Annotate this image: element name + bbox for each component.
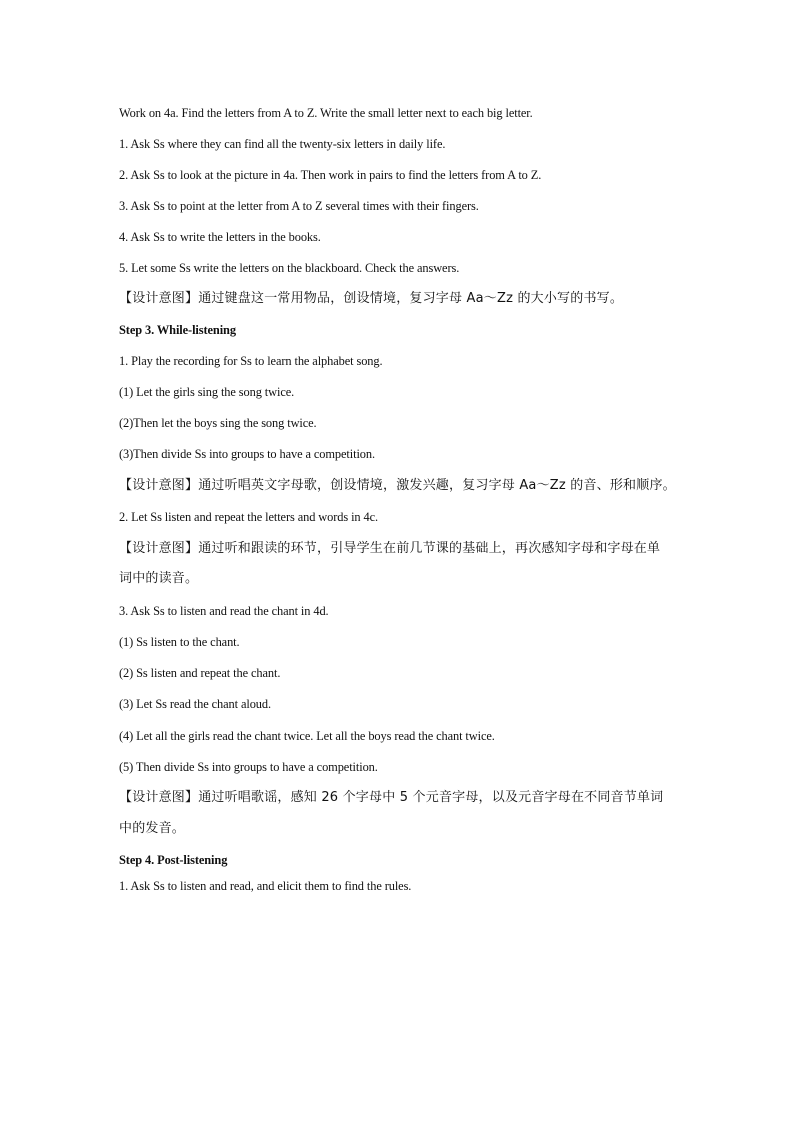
sub-list-item: (1) Let the girls sing the song twice. [119,385,295,399]
instruction-line: Work on 4a. Find the letters from A to Z. Write the small letter next to each big letter. [119,106,533,120]
design-intent-continuation: 词中的读音。 [119,571,199,586]
list-item: 1. Ask Ss where they can find all the twenty-six letters in daily life. [119,137,446,151]
sub-list-item: (4) Let all the girls read the chant twice. Let all the boys read the chant twice. [119,729,495,743]
sub-list-item: (3)Then divide Ss into groups to have a competition. [119,447,375,461]
design-intent-note: 【设计意图】通过听唱英文字母歌，创设情境，激发兴趣，复习字母 Aa～Zz 的音、形和顺序。 [119,478,676,493]
design-intent-note: 【设计意图】通过听和跟读的环节，引导学生在前几节课的基础上，再次感知字母和字母在单 [119,541,661,556]
list-item: 5. Let some Ss write the letters on the blackboard. Check the answers. [119,261,460,275]
sub-list-item: (3) Let Ss read the chant aloud. [119,697,271,711]
design-intent-note: 【设计意图】通过键盘这一常用物品，创设情境，复习字母 Aa～Zz 的大小写的书写。 [119,291,624,306]
list-item: 2. Ask Ss to look at the picture in 4a. Then work in pairs to find the letters from A to Z. [119,168,542,182]
list-item: 1. Play the recording for Ss to learn the alphabet song. [119,354,383,368]
design-intent-continuation: 中的发音。 [119,821,186,836]
sub-list-item: (2) Ss listen and repeat the chant. [119,666,281,680]
list-item: 1. Ask Ss to listen and read, and elicit them to find the rules. [119,879,412,893]
step-heading: Step 3. While-listening [119,323,236,337]
sub-list-item: (1) Ss listen to the chant. [119,635,240,649]
list-item: 3. Ask Ss to point at the letter from A to Z several times with their fingers. [119,199,479,213]
list-item: 4. Ask Ss to write the letters in the books. [119,230,321,244]
list-item: 2. Let Ss listen and repeat the letters and words in 4c. [119,510,379,524]
design-intent-note: 【设计意图】通过听唱歌谣，感知 26 个字母中 5 个元音字母，以及元音字母在不同音节单词 [119,790,664,805]
sub-list-item: (2)Then let the boys sing the song twice. [119,416,317,430]
step-heading: Step 4. Post-listening [119,853,228,867]
list-item: 3. Ask Ss to listen and read the chant in 4d. [119,604,329,618]
sub-list-item: (5) Then divide Ss into groups to have a competition. [119,760,378,774]
